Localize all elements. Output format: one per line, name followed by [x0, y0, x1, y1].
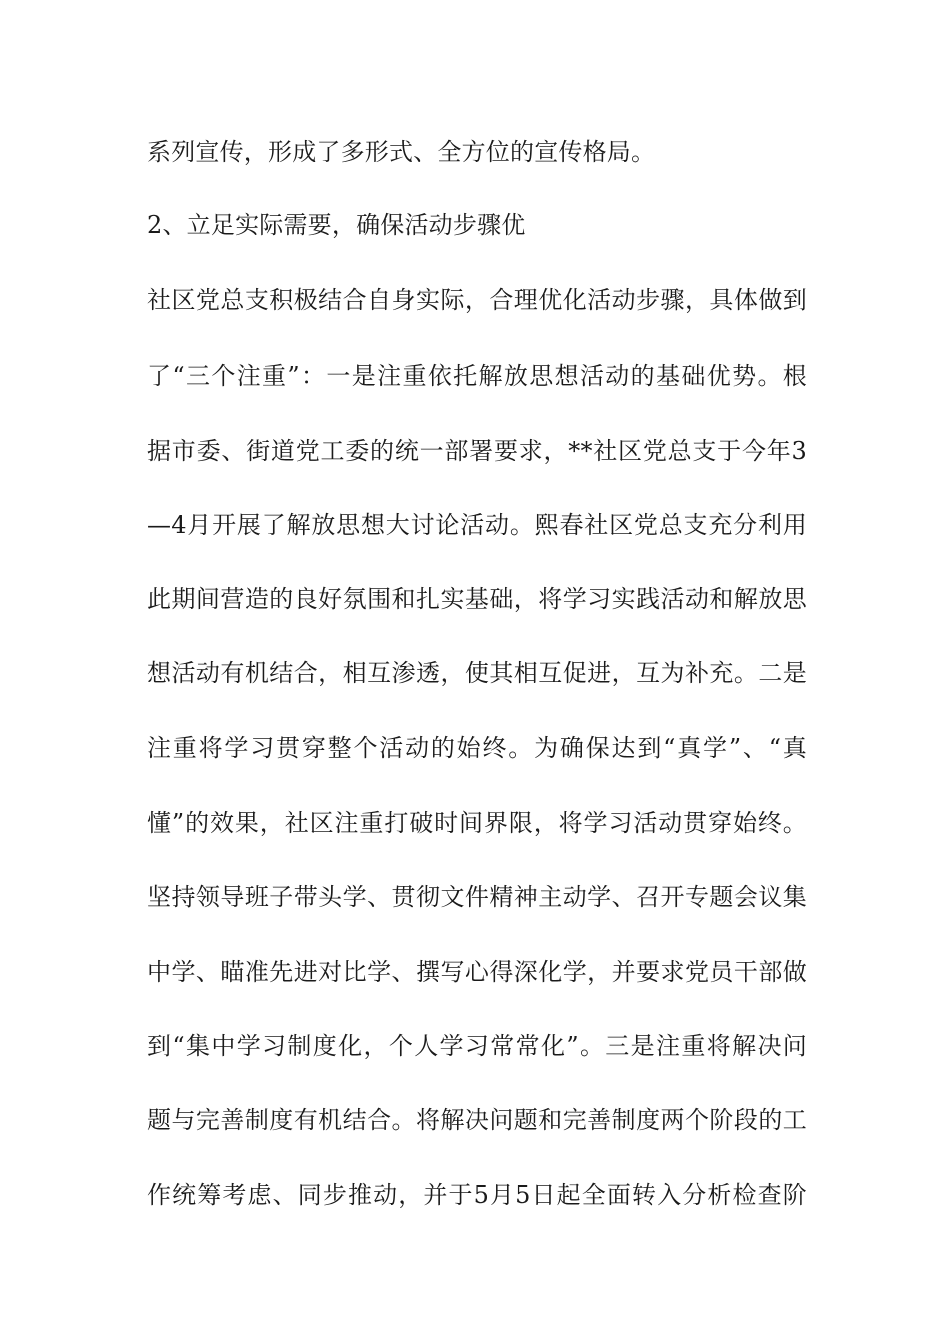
text-line-10: 懂”的效果，社区注重打破时间界限，将学习活动贯穿始终。 [147, 809, 807, 837]
text-line-14: 题与完善制度有机结合。将解决问题和完善制度两个阶段的工 [147, 1106, 807, 1134]
text-line-7: 此期间营造的良好氛围和扎实基础，将学习实践活动和解放思 [147, 585, 807, 613]
text-line-8: 想活动有机结合，相互渗透，使其相互促进，互为补充。二是 [147, 659, 807, 687]
text-line-12: 中学、瞄准先进对比学、撰写心得深化学，并要求党员干部做 [147, 958, 807, 986]
text-line-3: 社区党总支积极结合自身实际，合理优化活动步骤，具体做到 [147, 286, 807, 314]
text-line-6: —4月开展了解放思想大讨论活动。熙春社区党总支充分利用 [147, 511, 807, 539]
text-line-1: 系列宣传，形成了多形式、全方位的宣传格局。 [147, 138, 656, 166]
text-line-11: 坚持领导班子带头学、贯彻文件精神主动学、召开专题会议集 [147, 883, 807, 911]
text-line-13: 到“集中学习制度化，个人学习常常化”。三是注重将解决问 [147, 1032, 807, 1060]
text-line-9: 注重将学习贯穿整个活动的始终。为确保达到“真学”、“真 [147, 734, 807, 762]
text-line-4: 了“三个注重”：一是注重依托解放思想活动的基础优势。根 [147, 362, 807, 390]
text-line-5: 据市委、街道党工委的统一部署要求，**社区党总支于今年3 [147, 437, 807, 465]
text-line-15: 作统筹考虑、同步推动，并于5月5日起全面转入分析检查阶 [147, 1181, 807, 1209]
section-heading: 2、立足实际需要，确保活动步骤优 [147, 211, 526, 239]
